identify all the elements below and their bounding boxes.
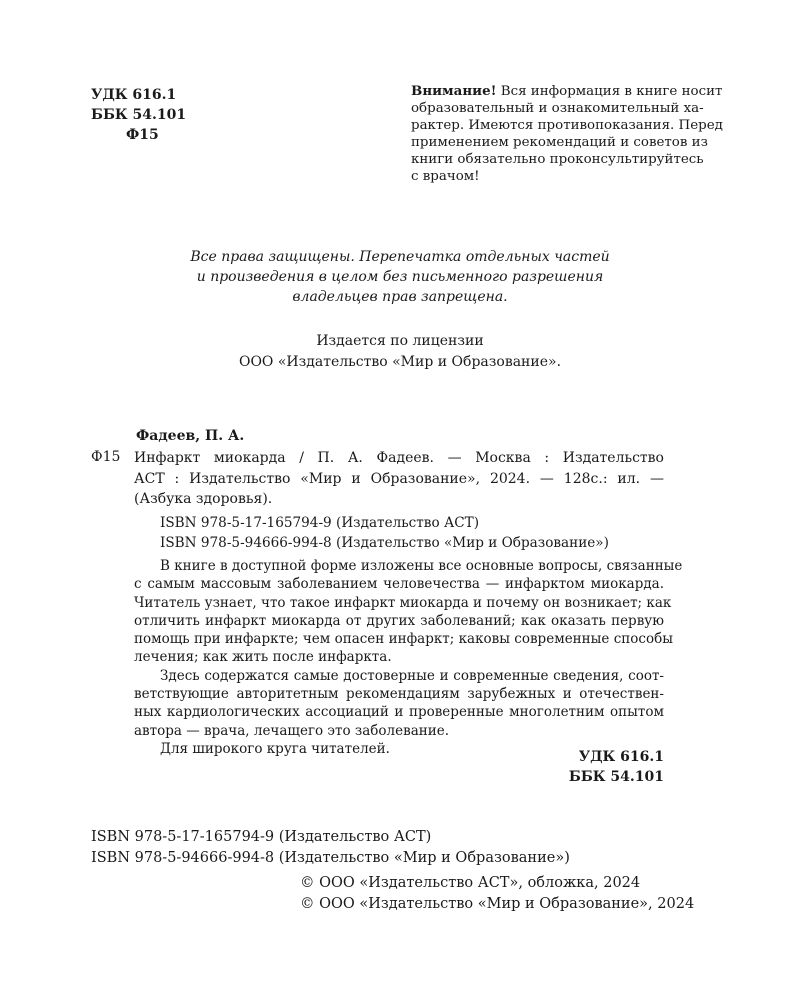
abstract-line: лечения; как жить после инфаркта.	[134, 649, 392, 666]
abstract	[134, 557, 683, 758]
license-notice	[0, 331, 800, 373]
abstract-line: помощь при инфаркте; чем опасен инфаркт; каковы современные способы	[134, 631, 673, 648]
abstract-line: Здесь содержатся самые достоверные и современные сведения, соот-	[160, 667, 664, 684]
abstract-line: отличить инфаркт миокарда от других заболеваний; как оказать первую	[134, 612, 664, 629]
udk-code: УДК 616.1	[578, 749, 664, 765]
isbn-line: ISBN 978-5-17-165794-9 (Издательство АСТ)	[160, 515, 480, 531]
bib-description	[134, 448, 664, 510]
abstract-line: с самым массовым заболеванием человечества — инфарктом миокарда.	[134, 576, 664, 593]
warning-line: применением рекомендаций и советов из	[411, 135, 708, 150]
isbn-list-bottom	[91, 827, 570, 869]
isbn-list	[160, 513, 609, 553]
bbk-code: ББК 54.101	[568, 769, 664, 785]
author-heading: Фадеев, П. А.	[136, 428, 245, 444]
rights-notice	[0, 247, 800, 307]
rights-line: Все права защищены. Перепечатка отдельных частей	[190, 249, 610, 265]
warning-line: образовательный и ознакомительный ха-	[411, 101, 704, 116]
author-mark: Ф15	[126, 127, 159, 143]
rights-line: и произведения в целом без письменного разрешения	[196, 269, 604, 285]
abstract-line: Читатель узнает, что такое инфаркт миокарда и почему он возникает; как	[134, 594, 672, 611]
isbn-line: ISBN 978-5-17-165794-9 (Издательство АСТ)	[91, 829, 432, 845]
abstract-line: Для широкого круга читателей.	[160, 740, 390, 757]
warning-line: с врачом!	[411, 169, 480, 184]
classification-codes-right	[500, 747, 664, 787]
abstract-line: В книге в доступной форме изложены все основные вопросы, связанные	[160, 558, 683, 574]
classification-codes	[91, 85, 186, 145]
abstract-line: ных кардиологических ассоциаций и проверенные многолетним опытом	[134, 704, 664, 721]
bib-author-mark: Ф15	[91, 449, 121, 465]
udk-code: УДК 616.1	[91, 87, 177, 103]
bib-line: Инфаркт миокарда / П. А. Фадеев. — Москва : Издательство	[134, 450, 664, 466]
copyright-notice	[300, 873, 694, 915]
rights-line: владельцев прав запрещена.	[292, 289, 508, 305]
license-line: ООО «Издательство «Мир и Образование».	[238, 354, 562, 370]
health-warning	[411, 83, 723, 185]
bbk-code: ББК 54.101	[91, 107, 187, 123]
abstract-line: ветствующие авторитетным рекомендациям зарубежных и отечествен-	[134, 686, 664, 703]
copyright-line: © ООО «Издательство «Мир и Образование», 2024	[300, 896, 695, 912]
warning-line: книги обязательно проконсультируйтесь	[411, 152, 704, 167]
warning-line: Вся информация в книге носит	[496, 84, 723, 99]
abstract-line: автора — врача, лечащего это заболевание.	[134, 722, 450, 739]
warning-label: Внимание!	[411, 83, 497, 99]
copyright-line: © ООО «Издательство АСТ», обложка, 2024	[300, 875, 641, 891]
license-line: Издается по лицензии	[316, 333, 484, 349]
isbn-line: ISBN 978-5-94666-994-8 (Издательство «Мир и Образование»)	[91, 850, 570, 866]
isbn-line: ISBN 978-5-94666-994-8 (Издательство «Мир и Образование»)	[160, 535, 609, 551]
warning-line: рактер. Имеются противопоказания. Перед	[411, 118, 723, 133]
bib-line: АСТ : Издательство «Мир и Образование», 2024. — 128с.: ил. —	[134, 470, 664, 487]
bib-line: (Азбука здоровья).	[134, 491, 273, 507]
